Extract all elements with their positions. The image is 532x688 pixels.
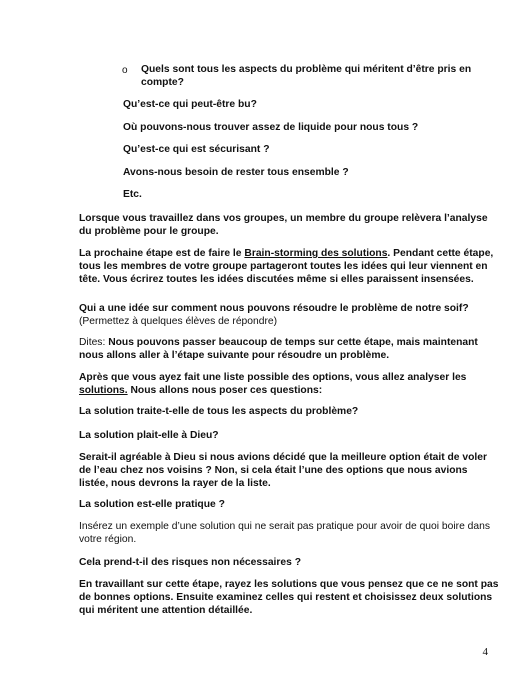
question-pratique: La solution est-elle pratique ? [79, 499, 225, 510]
bullet-marker: o [122, 65, 128, 76]
paragraph-analyse-solutions: Après que vous ayez fait une liste possible des options, vous allez analyser les solutions. Nous allons nous poser ces questions: [79, 372, 467, 396]
solutions-term: solutions. [79, 385, 128, 396]
question-risques: Cela prend-t-il des risques non nécessaires ? [79, 557, 302, 568]
teacher-note-2: Insérez un exemple d’une solution qui ne serait pas pratique pour avoir de quoi boire dans votre région. [79, 521, 490, 545]
paragraph-brainstorming: La prochaine étape est de faire le Brain-storming des solutions. Pendant cette étape, tous les membres de votre groupe partageront toutes les idées qui leur viennent en tête. Vous écrirez toutes les idées discutées même si elles paraissent insensées. [79, 248, 494, 285]
teacher-note-1: (Permettez à quelques élèves de répondre) [79, 316, 278, 327]
question-aspects: La solution traite-t-elle de tous les aspects du problème? [79, 406, 359, 417]
indented-question-2: Où pouvons-nous trouver assez de liquide pour nous tous ? [123, 122, 419, 133]
bullet-question: Quels sont tous les aspects du problème qui méritent d’être pris en compte? [141, 64, 472, 88]
indented-question-3: Qu’est-ce qui est sécurisant ? [123, 144, 270, 155]
paragraph-rayez-solutions: En travaillant sur cette étape, rayez les solutions que vous pensez que ce ne sont pas de bonnes options. Ensuite examinez celles qui restent et choisissez deux solutions qui méritent une attention détaillée. [79, 579, 499, 616]
indented-question-1: Qu’est-ce qui peut-être bu? [123, 99, 257, 110]
indented-question-5: Etc. [123, 189, 142, 200]
paragraph-dites: Dites: Nous pouvons passer beaucoup de temps sur cette étape, mais maintenant nous allons aller à l’étape suivante pour résoudre un problème. [79, 337, 478, 361]
question-thirst: Qui a une idée sur comment nous pouvons résoudre le problème de notre soif? [79, 303, 469, 314]
brainstorming-term: Brain-storming des solutions [244, 248, 388, 259]
paragraph-group-analysis: Lorsque vous travaillez dans vos groupes, un membre du groupe relèvera l’analyse du problème pour le groupe. [79, 213, 488, 237]
page-number: 4 [482, 646, 488, 658]
paragraph-voler-eau: Serait-il agréable à Dieu si nous avions décidé que la meilleure option était de voler de l’eau chez nos voisins ? Non, si cela était l’une des options que nous avions listée, nous devrons la rayer de la liste. [79, 452, 487, 489]
question-dieu: La solution plait-elle à Dieu? [79, 430, 219, 441]
indented-question-4: Avons-nous besoin de rester tous ensemble ? [123, 167, 349, 178]
